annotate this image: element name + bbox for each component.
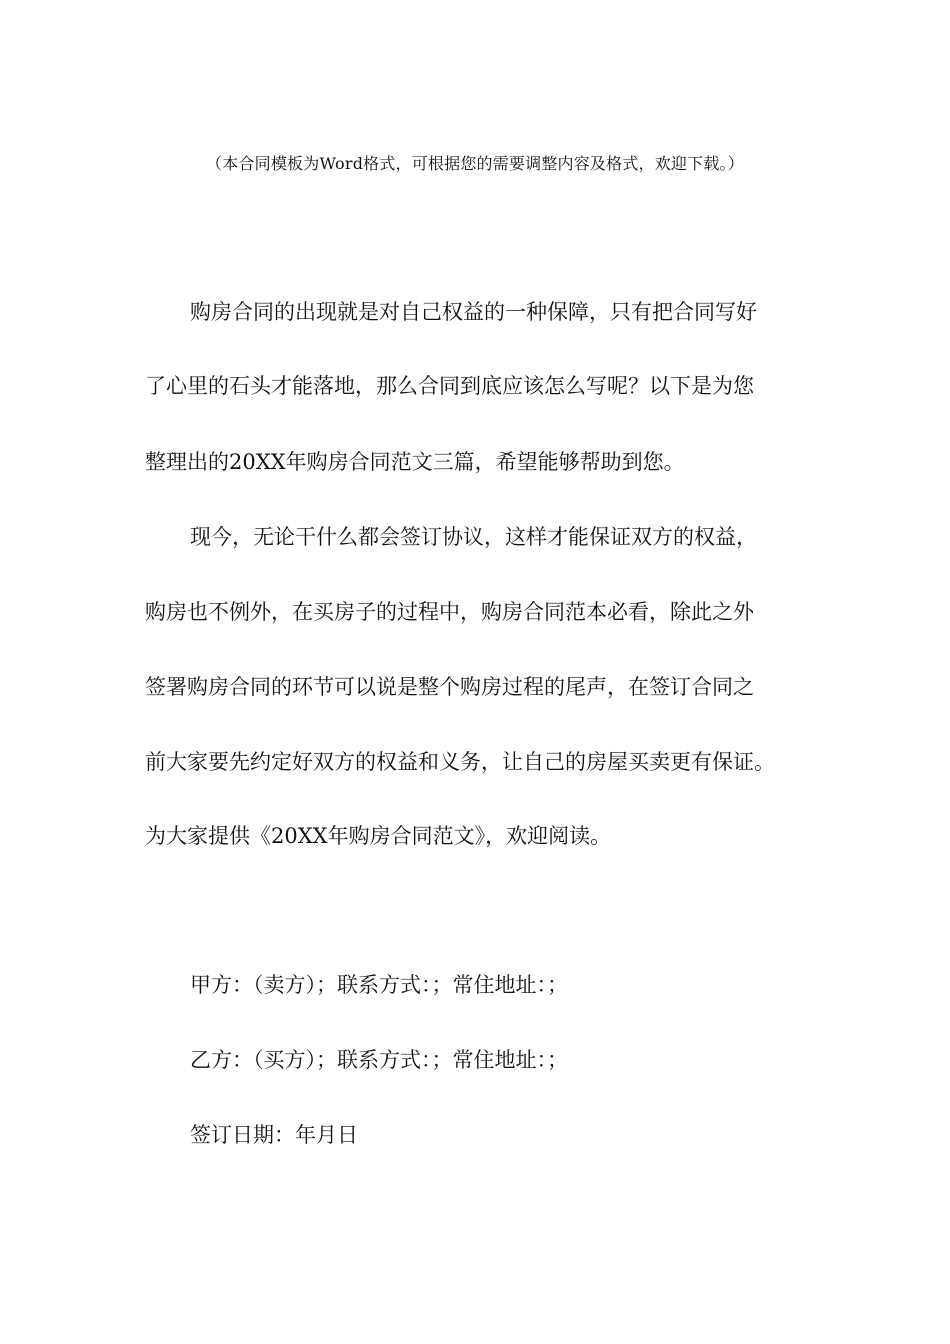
intro-line-3: 整理出的20XX年购房合同范文三篇，希望能够帮助到您。 (145, 450, 685, 474)
intro-line-2: 了心里的石头才能落地，那么合同到底应该怎么写呢？以下是为您 (145, 374, 754, 398)
body-line-5: 为大家提供《20XX年购房合同范文》，欢迎阅读。 (145, 824, 612, 848)
intro-line-1: 购房合同的出现就是对自己权益的一种保障，只有把合同写好 (190, 300, 757, 324)
body-line-1: 现今，无论干什么都会签订协议，这样才能保证双方的权益， (190, 525, 757, 549)
sign-date-line: 签订日期：年月日 (190, 1123, 358, 1147)
body-line-4: 前大家要先约定好双方的权益和义务，让自己的房屋买卖更有保证。 (145, 750, 775, 774)
body-line-3: 签署购房合同的环节可以说是整个购房过程的尾声，在签订合同之 (145, 675, 754, 699)
party-b-line: 乙方：（买方）；联系方式：；常住地址：； (190, 1048, 568, 1072)
body-line-2: 购房也不例外，在买房子的过程中，购房合同范本必看，除此之外 (145, 600, 754, 624)
template-note: （本合同模板为Word格式，可根据您的需要调整内容及格式，欢迎下载。） (206, 154, 744, 173)
party-a-line: 甲方：（卖方）；联系方式：；常住地址：； (190, 973, 568, 997)
